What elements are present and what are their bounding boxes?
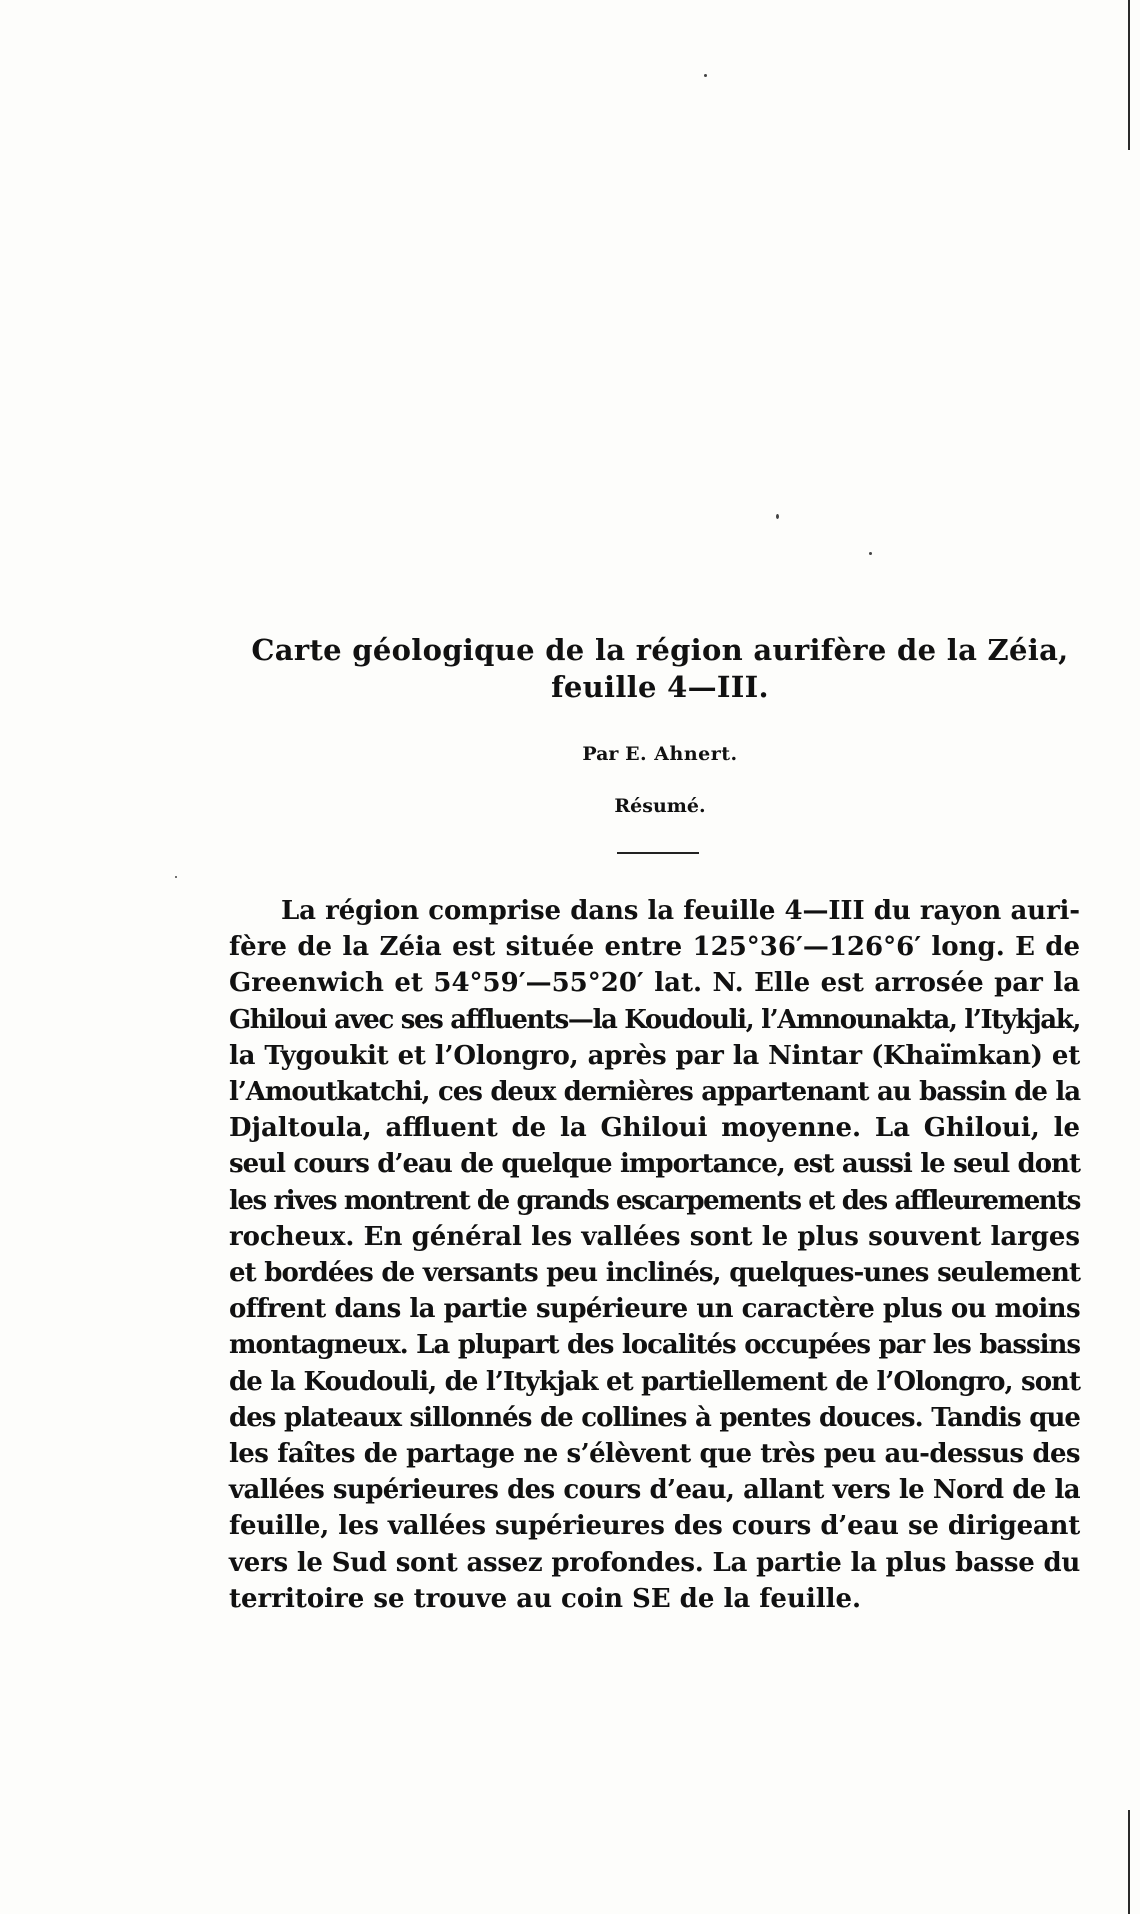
body-line: vallées supérieures des cours d’eau, allant vers le Nord de la bbox=[229, 1475, 1080, 1506]
body-line: Djaltoula, affluent de la Ghiloui moyenne. La Ghiloui, le bbox=[229, 1113, 1080, 1144]
title-line-1: Carte géologique de la région aurifère de la Zéia, bbox=[251, 633, 1069, 667]
body-line: montagneux. La plupart des localités occupées par les bassins bbox=[229, 1330, 1080, 1361]
body-line: vers le Sud sont assez profondes. La partie la plus basse du bbox=[229, 1547, 1080, 1578]
heading-divider bbox=[617, 852, 699, 854]
body-line: Greenwich et 54°59′—55°20′ lat. N. Elle est arrosée par la bbox=[229, 968, 1080, 999]
body-line: territoire se trouve au coin SE de la feuille. bbox=[229, 1583, 862, 1614]
body-line: seul cours d’eau de quelque importance, est aussi le seul dont bbox=[229, 1149, 1080, 1180]
title-line-2: feuille 4—III. bbox=[551, 670, 769, 704]
body-line: La région comprise dans la feuille 4—III du rayon auri- bbox=[281, 896, 1080, 926]
body-line: rocheux. En général les vallées sont le plus souvent larges bbox=[229, 1221, 1080, 1252]
article-title bbox=[230, 632, 1090, 706]
body-line: offrent dans la partie supérieure un caractère plus ou moins bbox=[229, 1294, 1080, 1325]
page-edge-shadow-bottom bbox=[1128, 1810, 1130, 1914]
body-paragraph bbox=[229, 893, 1080, 1617]
body-line: de la Koudouli, de l’Itykjak et partiellement de l’Olongro, sont bbox=[229, 1366, 1080, 1397]
body-line: les faîtes de partage ne s’élèvent que très peu au-dessus des bbox=[229, 1439, 1080, 1470]
byline-prefix: Par bbox=[582, 743, 619, 765]
body-line: les rives montrent de grands escarpements et des affleurements bbox=[229, 1185, 1080, 1216]
scan-speck bbox=[776, 514, 779, 519]
scan-speck bbox=[704, 74, 707, 77]
body-line: et bordées de versants peu inclinés, quelques-unes seulement bbox=[229, 1258, 1080, 1289]
page-edge-shadow-top bbox=[1128, 0, 1130, 150]
body-line: des plateaux sillonnés de collines à pentes douces. Tandis que bbox=[229, 1402, 1080, 1433]
scan-speck bbox=[869, 552, 872, 555]
body-line: l’Amoutkatchi, ces deux dernières appartenant au bassin de la bbox=[229, 1077, 1080, 1108]
scan-speck bbox=[175, 876, 177, 878]
body-line: feuille, les vallées supérieures des cours d’eau se dirigeant bbox=[229, 1511, 1080, 1542]
body-line: Ghiloui avec ses affluents—la Koudouli, l’Amnounakta, l’Itykjak, bbox=[229, 1004, 1080, 1035]
author-name: E. Ahnert. bbox=[625, 743, 738, 765]
byline bbox=[230, 743, 1090, 765]
body-line: fère de la Zéia est située entre 125°36′—126°6′ long. E de bbox=[229, 932, 1080, 963]
section-heading: Résumé. bbox=[614, 795, 706, 817]
body-line: la Tygoukit et l’Olongro, après par la Nintar (Khaïmkan) et bbox=[229, 1040, 1080, 1071]
